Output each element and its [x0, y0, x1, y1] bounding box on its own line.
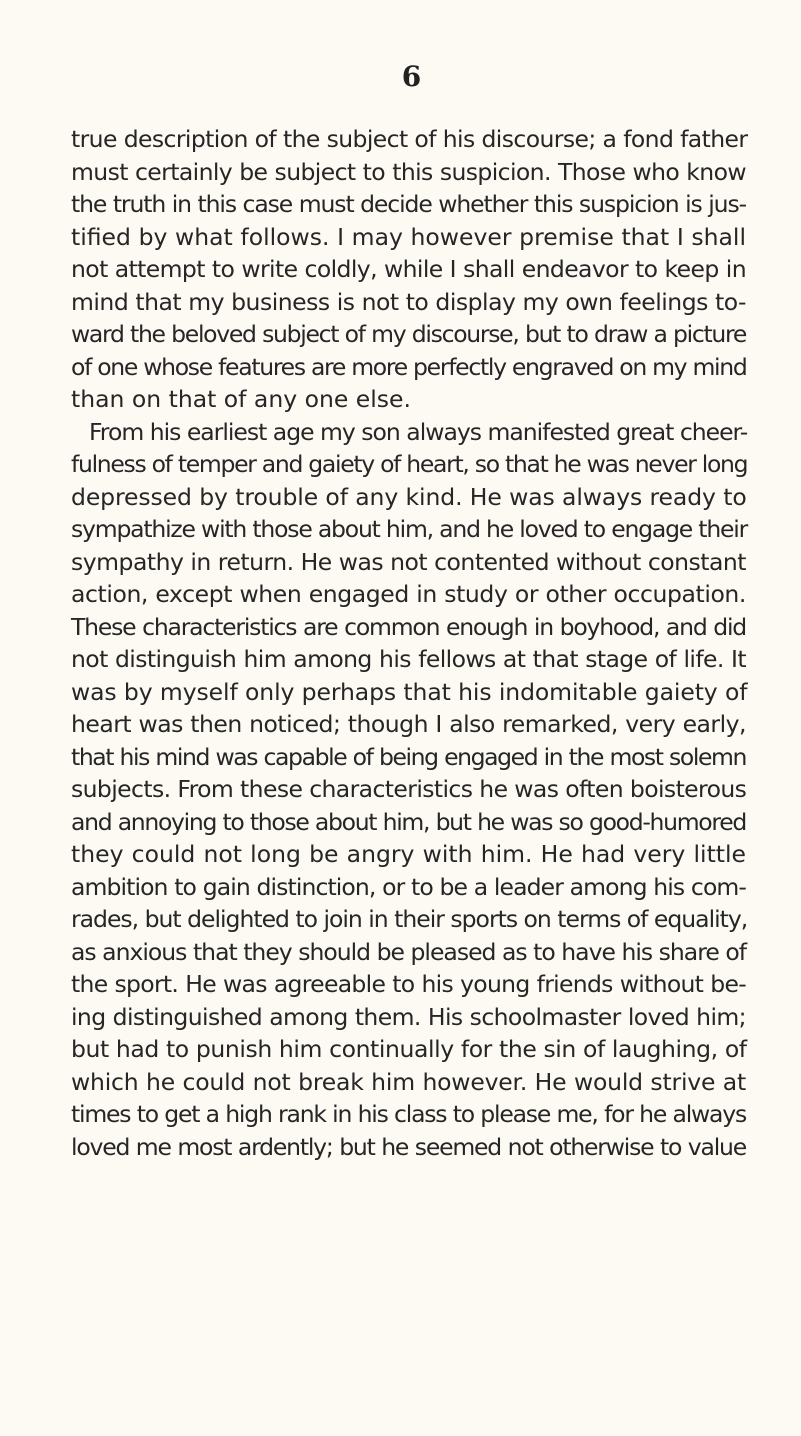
text-line: tified by what follows. I may however premise that I shall	[71, 222, 746, 251]
text-line: of one whose features are more perfectly engraved on my mind	[71, 352, 747, 381]
text-line: subjects. From these characteristics he was often boisterous	[71, 775, 747, 803]
text-line: which he could not break him however. He would strive at	[71, 1067, 746, 1096]
text-line: action, except when engaged in study or other occupation.	[71, 580, 746, 608]
text-line: These characteristics are common enough in boyhood, and did	[71, 612, 746, 641]
text-line: loved me most ardently; but he seemed not otherwise to value	[71, 1132, 746, 1161]
text-line: and annoying to those about him, but he was so good-humored	[71, 807, 746, 836]
text-line: ing distinguished among them. His schoolmaster loved him;	[71, 1002, 746, 1031]
page-number: 6	[401, 60, 422, 93]
text-line: but had to punish him continually for the sin of laughing, of	[71, 1035, 747, 1063]
body-text	[71, 123, 746, 1163]
text-line: they could not long be angry with him. He had very little	[71, 840, 746, 868]
text-line: rades, but delighted to join in their sports on terms of equality,	[71, 905, 748, 933]
text-line: not distinguish him among his fellows at that stage of life. It	[71, 645, 746, 673]
text-line: ambition to gain distinction, or to be a leader among his com-	[71, 872, 746, 901]
text-line: the truth in this case must decide whether this suspicion is jus-	[71, 190, 746, 218]
text-line: than on that of any one else.	[71, 385, 411, 413]
text-line: was by myself only perhaps that his indomitable gaiety of	[71, 677, 748, 706]
text-line: not attempt to write coldly, while I shall endeavor to keep in	[71, 255, 746, 283]
text-line: mind that my business is not to display my own feelings to-	[71, 287, 746, 316]
text-line: sympathize with those about him, and he loved to engage their	[71, 515, 748, 543]
text-line: fulness of temper and gaiety of heart, so that he was never long	[71, 450, 748, 478]
text-line: the sport. He was agreeable to his young friends without be-	[71, 970, 746, 998]
text-line: heart was then noticed; though I also remarked, very early,	[71, 710, 746, 738]
text-line: must certainly be subject to this suspicion. Those who know	[71, 157, 746, 186]
text-line: that his mind was capable of being engaged in the most solemn	[71, 742, 746, 771]
text-line: sympathy in return. He was not contented without constant	[71, 547, 746, 576]
paragraph-start-line: From his earliest age my son always manifested great cheer-	[89, 417, 748, 446]
text-line: true description of the subject of his discourse; a fond father	[71, 125, 748, 153]
text-line: ward the beloved subject of my discourse, but to draw a picture	[71, 320, 746, 348]
text-line: times to get a high rank in his class to please me, for he always	[71, 1100, 746, 1128]
text-line: as anxious that they should be pleased as to have his share of	[71, 937, 746, 966]
text-line: depressed by trouble of any kind. He was always ready to	[71, 482, 747, 511]
